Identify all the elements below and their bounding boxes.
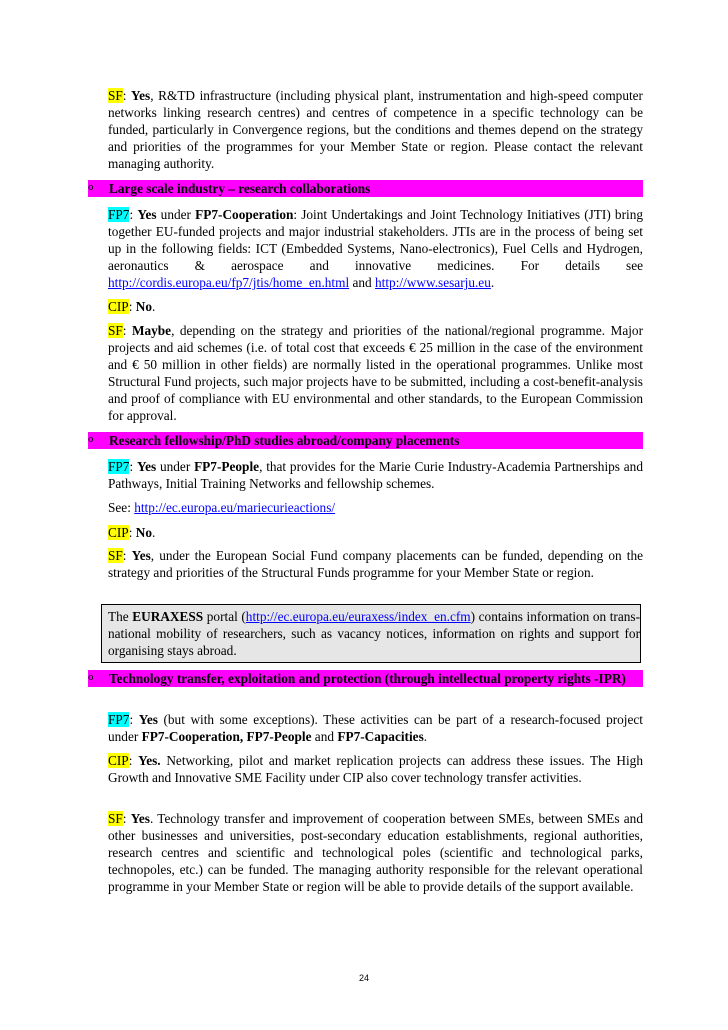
paragraph-cip-networking: CIP: Yes. Networking, pilot and market replication projects can address these issues. The High Growth and Innovative SME Facility under CIP also cover technology transfer activities. <box>108 753 643 786</box>
sf-tag: SF <box>108 548 123 563</box>
paragraph-cip-no-2: CIP: No. <box>108 525 156 540</box>
section-header-research-fellowship: o Research fellowship/PhD studies abroad/company placements <box>88 432 643 449</box>
euraxess-info-box: The EURAXESS portal (http://ec.europa.eu/euraxess/index_en.cfm) contains information on trans-national mobility of researchers, such as vacancy notices, information on rights and support for organising stays abroad. <box>101 604 641 663</box>
fp7-tag: FP7 <box>108 712 130 727</box>
fp7-tag: FP7 <box>108 207 130 222</box>
paragraph-fp7-tech-transfer: FP7: Yes (but with some exceptions). These activities can be part of a research-focused project under FP7-Cooperation, FP7-People and FP7-Capacities. <box>108 712 643 745</box>
cip-tag: CIP <box>108 299 129 314</box>
paragraph-fp7-jti: FP7: Yes under FP7-Cooperation: Joint Undertakings and Joint Technology Initiatives (JTI) bring together EU-funded projects and major industrial stakeholders. JTIs are in the process of being set up in the following fields: ICT (Embedded Systems, Nano-electronics), Fuel Cells and Hydrogen, aeronautics & aerospace and innovative medicines. For details see http://cordis.europa.eu/fp7/jtis/home_en.html and http://www.sesarju.eu. <box>108 207 643 291</box>
bullet-icon: o <box>88 673 94 683</box>
paragraph-sf-tech-transfer: SF: Yes. Technology transfer and improvement of cooperation between SMEs, between SMEs and other businesses and universities, post-secondary education establishments, regional authorities, research centres and scientific and technological poles (scientific and technological parks, technopoles, etc.) can be funded. The managing authority responsible for the relevant operational programme in your Member State or region will be able to provide details of the support available. <box>108 811 643 895</box>
bullet-icon: o <box>88 435 94 445</box>
link-sesarju[interactable]: http://www.sesarju.eu <box>375 275 491 291</box>
section-header-technology-transfer: o Technology transfer, exploitation and protection (through intellectual property rights -IPR) <box>88 670 643 687</box>
paragraph-sf-major-projects: SF: Maybe, depending on the strategy and priorities of the national/regional programme. Major projects and aid schemes (i.e. of total cost that exceeds € 25 million in the case of the environment and € 50 million in other fields) are normally listed in the operational programmes. Unlike most Structural Fund projects, such major projects have to be submitted, including a cost-benefit-analysis and proof of compliance with EU environmental and other standards, to the European Commission for approval. <box>108 323 643 424</box>
paragraph-sf-esf-placements: SF: Yes, under the European Social Fund company placements can be funded, depending on the strategy and priorities of the Structural Funds programme for your Member State or region. <box>108 548 643 581</box>
paragraph-cip-no: CIP: No. <box>108 299 156 314</box>
link-euraxess[interactable]: http://ec.europa.eu/euraxess/index_en.cfm <box>245 609 471 624</box>
sf-tag: SF <box>108 323 123 338</box>
section-header-large-scale-industry: o Large scale industry – research collaborations <box>88 180 643 197</box>
page-number: 24 <box>358 973 369 983</box>
verdict: Yes <box>131 88 151 103</box>
link-cordis-jtis[interactable]: http://cordis.europa.eu/fp7/jtis/home_en.html <box>108 275 350 291</box>
sf-tag: SF <box>108 811 123 826</box>
link-marie-curie[interactable]: http://ec.europa.eu/mariecurieactions/ <box>134 500 336 515</box>
paragraph-fp7-people: FP7: Yes under FP7-People, that provides for the Marie Curie Industry-Academia Partnerships and Pathways, Initial Training Networks and fellowship schemes. <box>108 459 643 492</box>
fp7-tag: FP7 <box>108 459 130 474</box>
sf-tag: SF <box>108 88 123 103</box>
cip-tag: CIP <box>108 753 129 768</box>
paragraph-sf-infrastructure: SF: Yes, R&TD infrastructure (including physical plant, instrumentation and high-speed computer networks linking research centres) and centres of competence in a specific technology can be funded, particularly in Convergence regions, but the conditions and themes depend on the strategy and priorities of the programmes for your Member State or region. Please contact the relevant managing authority. <box>108 88 643 172</box>
bullet-icon: o <box>88 183 94 193</box>
cip-tag: CIP <box>108 525 129 540</box>
paragraph-see-marie-curie: See: http://ec.europa.eu/mariecurieactions/ <box>108 500 336 515</box>
